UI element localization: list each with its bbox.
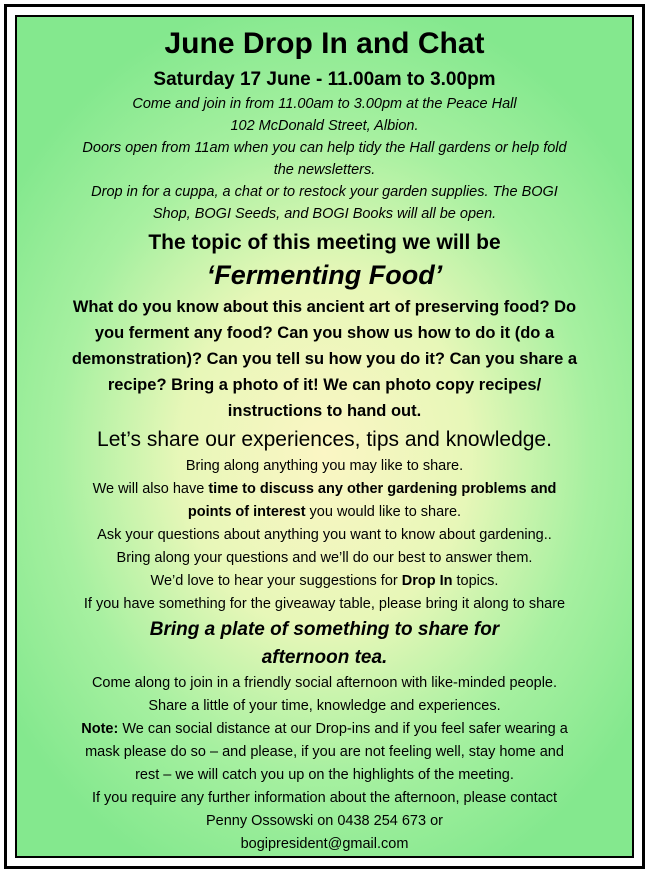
contact-phone: Penny Ossowski on 0438 254 673 or bbox=[206, 813, 443, 829]
intro-line: Shop, BOGI Seeds, and BOGI Books will all be open. bbox=[152, 206, 497, 222]
intro-line: 102 McDonald Street, Albion. bbox=[230, 118, 419, 134]
suggestions-post: topics. bbox=[452, 573, 499, 589]
question-line: recipe? Bring a photo of it! We can photo copy recipes/ bbox=[107, 376, 542, 394]
come-along-text: Come along to join in a friendly social afternoon with like-minded people. bbox=[91, 675, 558, 691]
intro-line: the newsletters. bbox=[273, 162, 376, 178]
intro-line: Drop in for a cuppa, a chat or to restock your garden supplies. The BOGI bbox=[91, 184, 558, 200]
discuss-text bbox=[25, 478, 624, 501]
discuss-text-cont bbox=[25, 501, 624, 524]
note-label: Note: bbox=[81, 721, 119, 737]
question-line: What do you know about this ancient art of preserving food? Do bbox=[72, 298, 577, 316]
note-text bbox=[25, 718, 624, 741]
flyer-panel bbox=[15, 15, 634, 858]
flyer-title: June Drop In and Chat bbox=[164, 27, 485, 60]
plate-heading: Bring a plate of something to share for bbox=[149, 619, 500, 640]
suggestions-pre: We’d love to hear your suggestions for bbox=[150, 573, 402, 589]
topic-lead: The topic of this meeting we will be bbox=[148, 231, 501, 254]
note-line-2: mask please do so – and please, if you are not feeling well, stay home and bbox=[85, 744, 564, 760]
event-date-time: Saturday 17 June - 11.00am to 3.00pm bbox=[153, 69, 496, 90]
question-line: instructions to hand out. bbox=[227, 402, 422, 420]
contact-line: If you require any further information about the afternoon, please contact bbox=[91, 790, 558, 806]
giveaway-text: If you have something for the giveaway table, please bring it along to share bbox=[83, 596, 566, 612]
contact-email: bogipresident@gmail.com bbox=[240, 836, 409, 852]
topic-name: ‘Fermenting Food’ bbox=[206, 260, 443, 290]
flyer-content bbox=[25, 27, 624, 856]
discuss-bold-1: time to discuss any other gardening problems and bbox=[208, 481, 557, 497]
ask-questions-text: Ask your questions about anything you want to know about gardening.. bbox=[97, 527, 552, 543]
discuss-post: you would like to share. bbox=[305, 504, 462, 520]
question-line: demonstration)? Can you tell su how you do it? Can you share a bbox=[71, 350, 578, 368]
suggestions-bold: Drop In bbox=[401, 573, 453, 589]
share-heading: Let’s share our experiences, tips and knowledge. bbox=[97, 428, 552, 451]
discuss-pre: We will also have bbox=[92, 481, 209, 497]
intro-line: Come and join in from 11.00am to 3.00pm at the Peace Hall bbox=[132, 96, 517, 112]
intro-line: Doors open from 11am when you can help tidy the Hall gardens or help fold bbox=[82, 140, 567, 156]
bring-along-text: Bring along anything you may like to share. bbox=[185, 458, 464, 474]
note-line-1: We can social distance at our Drop-ins and if you feel safer wearing a bbox=[118, 721, 568, 737]
question-line: you ferment any food? Can you show us how to do it (do a bbox=[94, 324, 555, 342]
flyer-outer-frame bbox=[4, 4, 645, 869]
share-little-text: Share a little of your time, knowledge and experiences. bbox=[148, 698, 501, 714]
note-line-3: rest – we will catch you up on the highlights of the meeting. bbox=[135, 767, 514, 783]
questions-block bbox=[25, 295, 624, 423]
best-answer-text: Bring along your questions and we’ll do our best to answer them. bbox=[116, 550, 533, 566]
intro-block bbox=[25, 93, 624, 225]
suggestions-text bbox=[25, 570, 624, 593]
discuss-bold-2: points of interest bbox=[187, 504, 306, 520]
plate-heading-cont: afternoon tea. bbox=[261, 647, 388, 668]
